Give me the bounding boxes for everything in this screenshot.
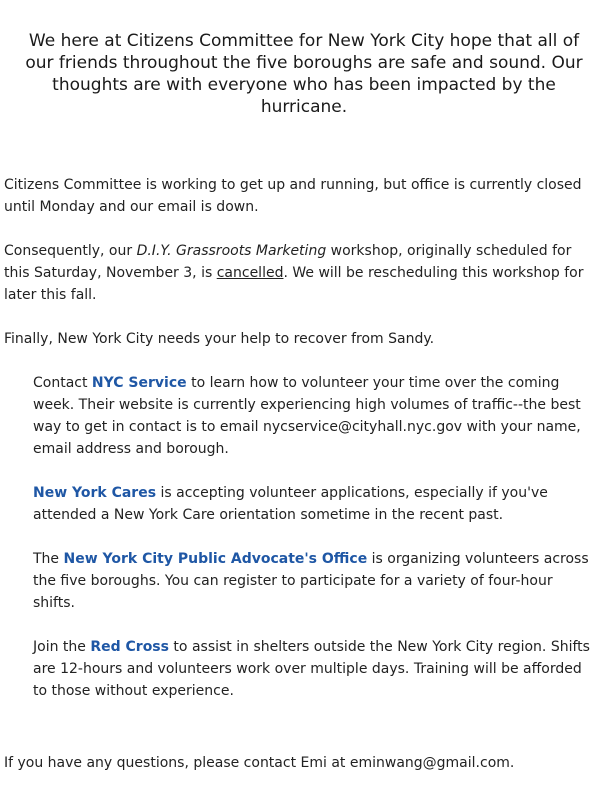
cancelled-link[interactable]: cancelled xyxy=(216,265,284,281)
item-text-before: Join the xyxy=(33,639,91,655)
item-text-before: The xyxy=(33,551,64,567)
new-york-cares-item xyxy=(33,482,593,526)
workshop-text-after: . We will be rescheduling this workshop for later this fall. xyxy=(4,265,584,303)
help-recover-paragraph: Finally, New York City needs your help to recover from Sandy. xyxy=(4,331,435,347)
public-advocate-item xyxy=(33,548,593,614)
office-status-paragraph: Citizens Committee is working to get up and running, but office is currently closed until Monday and our email is down. xyxy=(4,177,582,215)
item-text-after: to assist in shelters outside the New York City region. Shifts are 12-hours and volunteers work over multiple days. Training will be afforded to those without experience. xyxy=(33,639,590,699)
item-text-after: to learn how to volunteer your time over the coming week. Their website is currently experiencing high volumes of traffic--the best way to get in contact is to email nycservice@cityhall.nyc.gov with your name, email address and borough. xyxy=(33,375,581,457)
workshop-name: D.I.Y. Grassroots Marketing xyxy=(136,243,327,259)
workshop-text-middle: workshop, originally scheduled for this Saturday, November 3, is xyxy=(4,243,572,281)
new-york-cares-link[interactable]: New York Cares xyxy=(33,485,157,501)
workshop-text-before: Consequently, our xyxy=(4,243,137,259)
nyc-service-link[interactable]: NYC Service xyxy=(91,375,187,391)
red-cross-link[interactable]: Red Cross xyxy=(90,639,169,655)
announcement-heading: We here at Citizens Committee for New York City hope that all of our friends throughout the five boroughs are safe and sound. Our thoughts are with everyone who has been impacted by the hurricane. xyxy=(25,31,583,117)
item-text-before: Contact xyxy=(33,375,92,391)
item-text-after: is accepting volunteer applications, especially if you've attended a New York Care orientation sometime in the recent past. xyxy=(33,485,548,523)
item-text-after: is organizing volunteers across the five boroughs. You can register to participate for a variety of four-hour shifts. xyxy=(33,551,589,611)
contact-paragraph: If you have any questions, please contact Emi at eminwang@gmail.com. xyxy=(4,755,515,771)
workshop-paragraph xyxy=(4,240,596,306)
red-cross-item xyxy=(33,636,593,702)
public-advocate-link[interactable]: New York City Public Advocate's Office xyxy=(63,551,368,567)
nyc-service-item xyxy=(33,372,593,460)
